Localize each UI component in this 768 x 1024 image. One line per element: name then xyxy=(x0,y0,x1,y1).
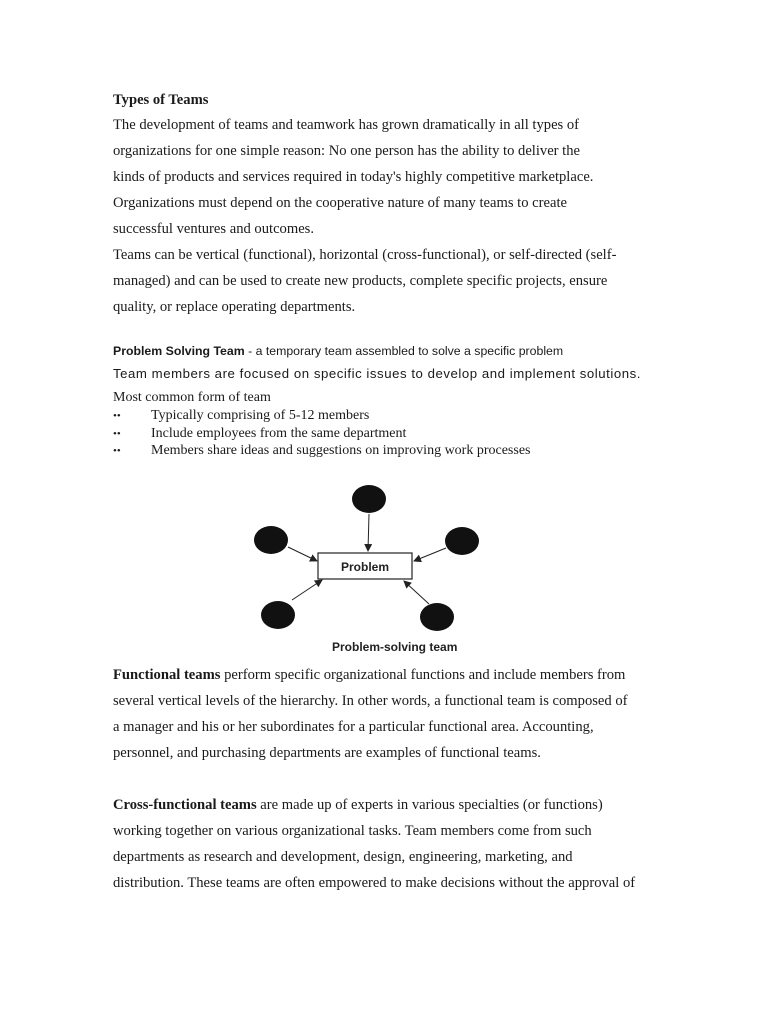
intro-line: Organizations must depend on the cooperative nature of many teams to create xyxy=(113,195,568,211)
section-heading: Types of Teams xyxy=(113,92,209,108)
arrow-bottom-left xyxy=(292,580,322,600)
cross-functional-line: working together on various organizational tasks. Team members come from such xyxy=(113,823,592,839)
problem-solving-diagram xyxy=(240,478,540,658)
cross-functional-line: departments as research and development, design, engineering, marketing, and xyxy=(113,849,573,865)
arrow-right xyxy=(414,548,446,561)
problem-solving-title: Problem Solving Team xyxy=(113,344,245,358)
intro-line: The development of teams and teamwork has grown dramatically in all types of xyxy=(113,117,580,133)
diagram-caption: Problem-solving team xyxy=(332,640,458,654)
intro-line: organizations for one simple reason: No one person has the ability to deliver the xyxy=(113,143,581,159)
member-node-left xyxy=(254,526,288,554)
cross-functional-term: Cross-functional teams xyxy=(113,797,257,813)
list-item-text: Include employees from the same department xyxy=(151,426,407,441)
functional-line: personnel, and purchasing departments are examples of functional teams. xyxy=(113,745,541,761)
list-item xyxy=(113,408,369,424)
functional-term: Functional teams xyxy=(113,667,221,683)
member-node-bottom-left xyxy=(261,601,295,629)
bullet-mark: •• xyxy=(113,445,121,457)
functional-line: a manager and his or her subordinates for a particular functional area. Accounting, xyxy=(113,719,594,735)
arrow-bottom-right xyxy=(404,581,429,604)
list-item-text: Typically comprising of 5-12 members xyxy=(151,408,370,423)
functional-text: perform specific organizational functions and include members from xyxy=(220,667,626,683)
arrow-left xyxy=(288,547,317,561)
list-item xyxy=(113,443,530,459)
problem-solving-title-line xyxy=(113,344,563,358)
functional-line: several vertical levels of the hierarchy. In other words, a functional team is composed of xyxy=(113,693,628,709)
intro-line: Teams can be vertical (functional), horizontal (cross-functional), or self-directed (self- xyxy=(113,247,617,263)
intro-line: quality, or replace operating departments. xyxy=(113,299,356,315)
common-form-text: Most common form of team xyxy=(113,390,271,405)
arrow-top xyxy=(368,514,369,551)
list-item xyxy=(113,426,406,442)
cross-functional-text: are made up of experts in various specialties (or functions) xyxy=(256,797,603,813)
problem-solving-description: Team members are focused on specific issues to develop and implement solutions. xyxy=(113,366,641,381)
problem-label: Problem xyxy=(340,560,389,574)
member-node-right xyxy=(445,527,479,555)
bullet-mark: •• xyxy=(113,410,121,422)
intro-line: kinds of products and services required in today's highly competitive marketplace. xyxy=(113,169,594,185)
problem-solving-subtitle: - a temporary team assembled to solve a specific problem xyxy=(244,344,564,358)
member-node-top xyxy=(352,485,386,513)
bullet-mark: •• xyxy=(113,428,121,440)
functional-line xyxy=(113,667,625,684)
member-node-bottom-right xyxy=(420,603,454,631)
intro-line: managed) and can be used to create new products, complete specific projects, ensure xyxy=(113,273,608,289)
list-item-text: Members share ideas and suggestions on improving work processes xyxy=(151,443,531,458)
intro-line: successful ventures and outcomes. xyxy=(113,221,315,237)
cross-functional-line xyxy=(113,797,603,814)
cross-functional-line: distribution. These teams are often empowered to make decisions without the approval of xyxy=(113,875,636,891)
